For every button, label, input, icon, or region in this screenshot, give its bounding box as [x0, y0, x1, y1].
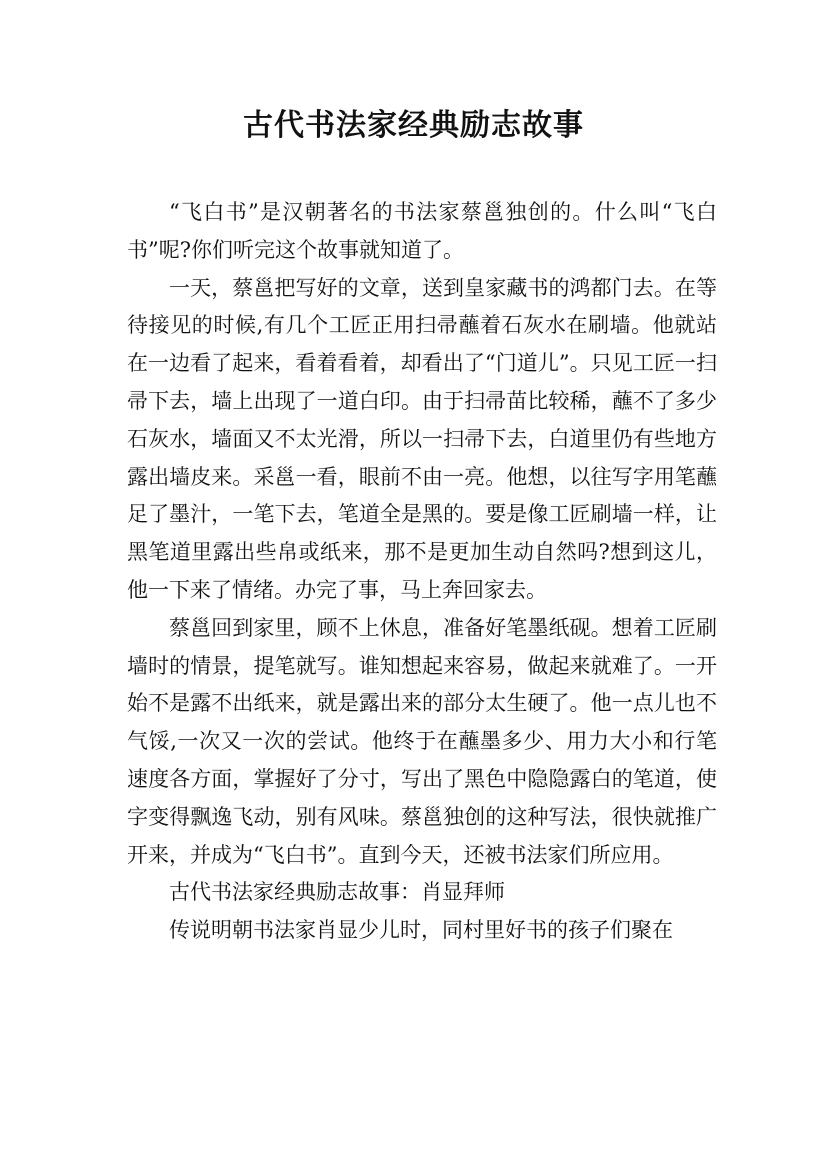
document-title: 古代书法家经典励志故事	[243, 108, 584, 143]
paragraph-feibaishu-intro: “飞白书”是汉朝著名的书法家蔡邕独创的。什么叫“飞白书”呢?你们听完这个故事就知道了。	[127, 200, 717, 262]
paragraph-xiaoxian-start: 传说明朝书法家肖显少儿时，同村里好书的孩子们聚在	[169, 918, 673, 943]
section-heading-xiaoxian: 古代书法家经典励志故事：肖显拜师	[169, 880, 505, 905]
paragraph-hongdu-gate: 一天，蔡邕把写好的文章，送到皇家藏书的鸿都门去。在等待接见的时候,有几个工匠正用扫帚蘸着石灰水在刷墙。他就站在一边看了起来，看着看着，却看出了“门道儿”。只见工匠一扫帚下去，墙上出现了一道白印。由于扫帚苗比较稀，蘸不了多少石灰水，墙面又不太光滑，所以一扫帚下去，白道里仍有些地方露出墙皮来。采邕一看，眼前不由一亮。他想，以往写字用笔蘸足了墨汁，一笔下去，笔道全是黑的。要是像工匠刷墙一样，让黑笔道里露出些帛或纸来，那不是更加生动自然吗?想到这儿，他一下来了情绪。办完了事，马上奔回家去。	[127, 275, 717, 602]
paragraph-practice: 蔡邕回到家里，顾不上休息，准备好笔墨纸砚。想着工匠刷墙时的情景，提笔就写。谁知想起来容易，做起来就难了。一开始不是露不出纸来，就是露出来的部分太生硬了。他一点儿也不气馁,一次又一次的尝试。他终于在蘸墨多少、用力大小和行笔速度各方面，掌握好了分寸，写出了黑色中隐隐露白的笔道，使字变得飘逸飞动，别有风味。蔡邕独创的这种写法，很快就推广开来，并成为“飞白书”。直到今天，还被书法家们所应用。	[127, 615, 717, 867]
document-body	[127, 194, 717, 950]
